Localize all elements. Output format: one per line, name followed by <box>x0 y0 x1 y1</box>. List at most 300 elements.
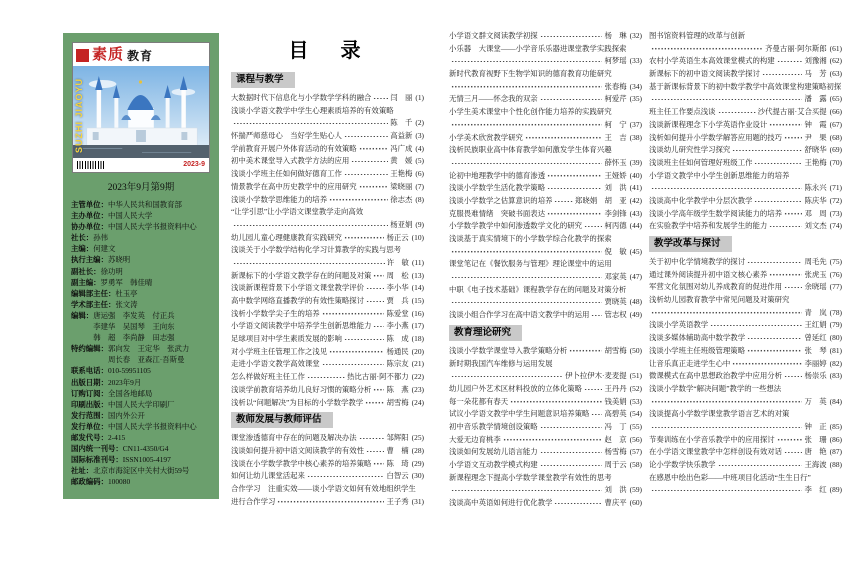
toc-entry-title: 浅谈如何提升初中语文阅读教学的有效性 <box>231 445 365 455</box>
masthead-row <box>71 299 211 310</box>
toc-entry <box>449 271 642 284</box>
toc-entry-author: 李 红 <box>804 485 827 495</box>
toc-entry-author: 柯丙德 <box>604 221 627 231</box>
masthead-label: 副社长： <box>71 266 101 276</box>
dot-leader <box>591 413 602 416</box>
toc-entry <box>649 396 842 409</box>
masthead-row <box>71 476 211 487</box>
dot-leader <box>784 286 802 289</box>
toc-entry-author: 余晓瑶 <box>804 282 827 292</box>
toc-entry <box>231 270 424 283</box>
toc-entry-title: 怀揣严师慈母心 当好学生贴心人 <box>231 131 342 141</box>
dot-leader <box>373 325 384 328</box>
dot-leader <box>344 173 388 176</box>
toc-title: 目 录 <box>288 40 367 62</box>
toc-entry-title: 浅谈幼儿研究性学习探究 <box>649 145 731 155</box>
toc-entry-author: 赵 京 <box>604 434 627 444</box>
toc-entry-title: 浅谈在小学数学教学中核心素养的培养策略 <box>231 458 372 468</box>
dot-leader <box>747 349 802 352</box>
toc-entry-title: 浅谈小组合作学习在高中语文教学中的运用 <box>449 310 590 320</box>
toc-entry-author: 马 芳 <box>804 69 827 79</box>
toc-entry-author: 高碧英 <box>604 409 627 419</box>
masthead-value: 徐功明 <box>100 266 123 276</box>
masthead-value: 100080 <box>107 477 131 487</box>
toc-entry <box>449 195 642 208</box>
masthead-value: 张文涛 <box>115 299 138 309</box>
toc-entry-page: (35) <box>629 94 642 104</box>
dot-leader <box>718 464 803 467</box>
toc-entry-page: (66) <box>829 107 842 117</box>
toc-entry-title: 小学语文群文阅读教学初探 <box>449 31 538 40</box>
toc-entry-author: 张虎玉 <box>804 269 827 279</box>
masthead-value: 中国人民大学 <box>107 211 153 221</box>
masthead-label: 特约编辑： <box>71 344 108 354</box>
dot-leader <box>351 160 388 163</box>
magazine-info-panel <box>63 33 219 499</box>
toc-entry-title: 浅谈基于真实情境下的小学数学综合化教学的探索 <box>449 234 612 243</box>
toc-entry-title: 基于新课标背景下的初中数学教学中高效课堂构建策略初探 <box>649 81 842 91</box>
toc-entry <box>449 246 642 259</box>
toc-entry-page: (75) <box>829 257 842 266</box>
toc-entry-author: 陈爱堂 <box>386 308 409 318</box>
dot-leader <box>451 60 602 63</box>
toc-entry-page: (48) <box>629 297 642 307</box>
toc-entry-title: 浅析幼儿园教育教学中常见问题及对策研究 <box>649 295 790 305</box>
dot-leader <box>451 375 563 378</box>
toc-entry-page: (82) <box>829 358 842 368</box>
masthead-row <box>71 365 211 376</box>
masthead-label: 协办单位： <box>71 222 108 232</box>
dot-leader <box>373 462 384 465</box>
masthead-value: 罗勇军 韩佳晴 <box>100 277 153 287</box>
masthead-row <box>71 388 211 399</box>
toc-entry-page: (16) <box>411 308 424 318</box>
toc-entry-page: (88) <box>829 460 842 469</box>
toc-entry <box>449 208 642 221</box>
toc-entry-title: 小学生美术课堂中个性化创作能力培养的实践研究 <box>449 107 612 117</box>
toc-entry-title: 浅谈小学班主任班级管理策略 <box>649 345 746 355</box>
masthead-row <box>71 377 211 388</box>
toc-entry <box>649 43 842 56</box>
toc-entry-title: 浅谈小学数学之估算意识的培养 <box>449 195 553 205</box>
dot-leader <box>359 185 389 188</box>
toc-entry-author: 周毛先 <box>804 257 827 266</box>
toc-entry-title: 新课标下的初中语文阅读教学探讨 <box>649 69 760 79</box>
toc-entry-page: (6) <box>415 169 424 179</box>
toc-entry-title: 课堂渗透德育中存在的问题及解决办法 <box>231 433 357 443</box>
toc-entry-title: 军营文化氛围对幼儿养成教育的促进作用 <box>649 282 783 292</box>
toc-entry <box>649 370 842 383</box>
dot-leader <box>366 287 384 290</box>
toc-entry-author: 薛怀玉 <box>604 157 627 167</box>
dot-leader <box>540 98 603 101</box>
toc-entry-title: 浅析小学数学尖子生的培养 <box>231 308 320 318</box>
toc-entry-title: 小学语文阅读教学中培养学生创新思维能力 <box>231 321 372 331</box>
toc-entry-page: (58) <box>629 460 642 469</box>
toc-entry-author: 胡雪梅 <box>386 397 409 407</box>
dot-leader <box>651 98 802 101</box>
toc-entry-page: (38) <box>629 132 642 142</box>
dot-leader <box>451 301 602 304</box>
toc-entry <box>231 320 424 333</box>
cover-issue-label: 2023-9 <box>183 161 205 168</box>
toc-entry-page: (53) <box>629 396 642 406</box>
toc-entry <box>449 446 642 459</box>
toc-entry-title: 浅谈小学数学课堂导入教学策略分析 <box>449 345 568 355</box>
toc-entry <box>449 370 642 383</box>
cover-image <box>73 66 209 158</box>
dot-leader <box>540 35 603 38</box>
toc-entry-page: (9) <box>415 219 424 229</box>
toc-entry-author: 陈 成 <box>386 334 409 344</box>
toc-entry-author: 刘文杰 <box>804 221 827 231</box>
toc-entry <box>449 345 642 358</box>
masthead-label: 编辑： <box>71 310 94 320</box>
toc-entry-author: 贾 兵 <box>386 296 409 305</box>
dot-leader <box>732 362 802 365</box>
dot-leader <box>762 73 803 76</box>
toc-entry <box>231 496 424 509</box>
dot-leader <box>651 489 802 492</box>
toc-entry-title: 浅谈提高小学数学课堂教学语言艺术的对策 <box>649 409 790 419</box>
toc-entry-author: 曾延红 <box>804 333 827 343</box>
toc-entry <box>449 396 642 409</box>
toc-entry-author: 王红娟 <box>804 320 827 330</box>
toc-entry-title: 新时代教育视野下生物学知识的德育教育功能研究 <box>449 69 612 79</box>
toc-entry <box>649 144 842 157</box>
toc-entry-title: 浅谈学前教育培养幼儿良好习惯的策略分析 <box>231 384 372 394</box>
masthead-row <box>71 199 211 210</box>
toc-entry-page: (74) <box>829 221 842 231</box>
toc-entry <box>449 81 642 94</box>
toc-entry-page: (67) <box>829 119 842 129</box>
masthead-label: 订购订阅： <box>71 388 108 398</box>
toc-entry-title: 学前教育开展户外体育活动的有效策略 <box>231 143 357 153</box>
toc-entry <box>649 484 842 497</box>
toc-entry-page: (17) <box>411 321 424 331</box>
toc-entry-title: 在感恩中绘出色彩——中班项目化活动“生生日行” <box>649 472 811 482</box>
toc-entry-page: (25) <box>411 433 424 443</box>
toc-entry-author: 王艳梅 <box>804 157 827 167</box>
toc-entry-page: (84) <box>829 396 842 406</box>
spine-text: SUZHI JIAOYU <box>74 77 84 153</box>
toc-entry-page: (55) <box>629 421 642 431</box>
dot-leader <box>451 489 602 492</box>
masthead-row <box>71 421 211 432</box>
toc-entry-page: (30) <box>411 471 424 481</box>
toc-entry-author: 柯爱芹 <box>604 94 627 104</box>
masthead-label: 主编： <box>71 244 94 254</box>
toc-entry <box>449 132 642 145</box>
masthead-row <box>71 465 211 476</box>
toc-entry-author: 邓家英 <box>604 272 627 282</box>
dot-leader <box>554 200 572 203</box>
masthead-value: 孙伟 <box>93 233 108 243</box>
dot-leader <box>747 261 802 264</box>
toc-entry <box>649 220 842 233</box>
dot-leader <box>651 187 802 190</box>
toc-entry-title: 浅析民族职业高中体育教学如何激发学生体育兴趣 <box>449 145 612 155</box>
toc-entry-page: (13) <box>411 270 424 280</box>
toc-entry <box>231 358 424 371</box>
dot-leader <box>710 324 802 327</box>
toc-entry-title: 大爱无边育桃李 <box>449 434 501 444</box>
toc-entry-page: (37) <box>629 119 642 129</box>
toc-entry-title: 克服畏难情绪 突破书面表达 <box>449 208 546 218</box>
toc-entry <box>649 256 842 269</box>
toc-entry-page: (21) <box>411 359 424 369</box>
toc-entry <box>231 117 424 130</box>
masthead-row <box>71 210 211 221</box>
toc-entry <box>449 55 642 68</box>
masthead-row <box>71 354 211 365</box>
toc-entry-author: 陈宗友 <box>386 359 409 369</box>
toc-entry-author: 张 琴 <box>804 345 827 355</box>
masthead-row <box>71 221 211 232</box>
toc-entry-title: 走进小学语文教学高效课堂 <box>231 359 320 369</box>
toc-entry-title: 小学语文互动教学模式构建 <box>449 460 538 469</box>
toc-entry-title: 小学数学教学中如何渗透数学文化的研究 <box>449 221 583 231</box>
toc-entry-author: 梁晓丽 <box>390 181 413 191</box>
toc-entry-page: (61) <box>829 43 842 53</box>
toc-entry <box>649 446 842 459</box>
masthead-label: 邮发代号： <box>71 432 108 442</box>
dot-leader <box>373 274 384 277</box>
toc-entry <box>231 219 424 232</box>
toc-entry-page: (31) <box>411 496 424 506</box>
toc-entry <box>649 93 842 106</box>
masthead-row <box>71 321 211 332</box>
magazine-cover <box>72 42 210 173</box>
dot-leader <box>754 162 802 165</box>
dot-leader <box>651 426 802 429</box>
toc-entry-page: (8) <box>415 194 424 204</box>
issue-date-label: 2023年9月第9期 <box>107 183 175 193</box>
toc-entry-page: (68) <box>829 132 842 142</box>
toc-entry-page: (86) <box>829 434 842 444</box>
toc-entry-author: 尹 果 <box>804 132 827 142</box>
toc-entry-title: 浅谈新课程理念下小学英语作业设计 <box>649 119 768 129</box>
toc-entry-page: (10) <box>411 232 424 242</box>
toc-entry-author: 张 珊 <box>804 434 827 444</box>
toc-entry-title: 情景教学在高中历史教学中的应用研究 <box>231 181 357 191</box>
toc-entry-title: 无情三月——怀念我的双亲 <box>449 94 538 104</box>
toc-entry-page: (65) <box>829 94 842 104</box>
toc-entry-author: 周于云 <box>604 460 627 469</box>
masthead-label: 编辑部主任： <box>71 288 116 298</box>
dot-leader <box>451 276 602 279</box>
toc-entry-title: 浅谈如何发展幼儿语言能力 <box>449 447 538 457</box>
toc-entry <box>649 106 842 119</box>
toc-entry <box>649 182 842 195</box>
toc-entry-page: (41) <box>629 183 642 193</box>
dot-leader <box>329 350 384 353</box>
toc-entry-title: 浅谈新课程背景下小学语文课堂教学评价 <box>231 283 365 293</box>
toc-entry <box>231 155 424 168</box>
toc-entry-title: 初中美术课堂导入式教学方法的应用 <box>231 156 350 166</box>
toc-entry-title: 浅谈小学数学生活化教学策略 <box>449 183 546 193</box>
toc-entry <box>449 497 642 510</box>
toc-entry-author: 柯梦瑶 <box>604 56 627 66</box>
toc-entry <box>231 458 424 471</box>
toc-entry-page: (78) <box>829 307 842 317</box>
toc-entry <box>449 93 642 106</box>
toc-column-1 <box>231 30 424 508</box>
toc-entry-author: 陈庆华 <box>804 195 827 205</box>
dot-leader <box>359 147 389 150</box>
toc-entry-page: (80) <box>829 333 842 343</box>
masthead-label: 社址： <box>71 466 94 476</box>
toc-section-header: 教育理论研究 <box>449 325 522 341</box>
toc-entry-author: 徐志杰 <box>390 194 413 204</box>
toc-entry <box>231 130 424 143</box>
toc-column-3 <box>649 30 842 497</box>
masthead-value: 中国人民大学印刷厂 <box>107 399 175 409</box>
masthead-value: 周长春 亚森江·吾斯曼 <box>108 355 185 365</box>
toc-entry-title: 怎么样做好班主任工作 <box>231 372 305 382</box>
toc-entry-author: 李小燕 <box>386 321 409 331</box>
masthead-label: 国内统一刊号： <box>71 444 123 454</box>
toc-entry-title: 中职《电子技术基础》课程教学存在的问题及对策分析 <box>449 284 627 294</box>
toc-entry <box>649 307 842 320</box>
toc-entry <box>649 269 842 282</box>
toc-column-2 <box>449 30 642 510</box>
masthead-value: ISSN1005-4197 <box>122 455 171 465</box>
toc-entry <box>649 358 842 371</box>
toc-entry <box>649 55 842 68</box>
toc-entry-title: 浅谈小学高年级学生数学阅读能力的培养 <box>649 208 783 218</box>
dot-leader <box>373 388 384 391</box>
toc-entry <box>231 282 424 295</box>
dot-leader <box>540 464 603 467</box>
cover-masthead <box>73 43 209 66</box>
dot-leader <box>547 187 602 190</box>
toc-entry-page: (89) <box>829 485 842 495</box>
toc-entry-title: 微课模式在高中思想政治教学中应用分析 <box>649 371 783 381</box>
toc-entry <box>231 257 424 270</box>
masthead-label: 发行范围： <box>71 410 108 420</box>
toc-entry <box>231 432 424 445</box>
dot-leader <box>777 438 803 441</box>
toc-entry-title: 农村小学英语生本高效课堂模式的构建 <box>649 56 775 66</box>
toc-entry-title: 高中数学网络直播教学的有效性策略探讨 <box>231 296 365 305</box>
masthead-label: 发行单位： <box>71 421 108 431</box>
toc-entry-author: 闫 丽 <box>390 93 413 102</box>
masthead-value: 中国人民大学书报资料中心 <box>107 222 197 232</box>
masthead-value: 2023年9月 <box>107 377 142 387</box>
toc-entry <box>231 333 424 346</box>
dot-leader <box>754 200 802 203</box>
toc-entry-page: (20) <box>411 346 424 356</box>
toc-entry <box>649 68 842 81</box>
dot-leader <box>322 363 385 366</box>
mosque-illustration <box>73 66 209 158</box>
masthead-value: 李建华 吴国琴 王向东 <box>93 322 175 332</box>
dot-leader <box>307 475 385 478</box>
toc-entry <box>449 182 642 195</box>
masthead-row <box>71 243 211 254</box>
toc-entry-page: (29) <box>411 458 424 468</box>
toc-entry <box>649 459 842 472</box>
dot-leader <box>769 225 802 228</box>
dot-leader <box>344 338 385 341</box>
toc-entry-author: 许 敏 <box>386 257 409 267</box>
toc-entry-title: 新课标下的小学语文教学存在的问题及对策 <box>231 270 372 280</box>
toc-entry-author: 陈 燕 <box>386 384 409 394</box>
toc-entry-page: (23) <box>411 384 424 394</box>
toc-entry-author: 杨雪梅 <box>604 447 627 457</box>
dot-leader <box>233 122 388 125</box>
toc-entry-page: (71) <box>829 183 842 193</box>
masthead-row <box>71 254 211 265</box>
toc-entry-title: 课堂笔记在《餐饮服务与管理》理论课堂中的运用 <box>449 259 612 269</box>
toc-entry <box>649 345 842 358</box>
dot-leader <box>584 225 602 228</box>
masthead-label: 副主编： <box>71 277 101 287</box>
dot-leader <box>344 135 388 138</box>
toc-entry-author: 白智云 <box>386 471 409 481</box>
masthead-row <box>71 277 211 288</box>
toc-entry-page: (5) <box>415 156 424 166</box>
toc-entry-title: 浅谈小学班主任如何做好德育工作 <box>231 169 342 179</box>
toc-entry-page: (83) <box>829 371 842 381</box>
dot-leader <box>747 337 802 340</box>
toc-entry-title: 小学美术欣赏教学研究 <box>449 132 523 142</box>
toc-entry-title: 浅谈高中英语如何进行优化教学 <box>449 498 553 508</box>
toc-entry-title: 小乐器 大课堂——小学音乐乐器进课堂教学实践探索 <box>449 43 627 53</box>
dot-leader <box>322 312 385 315</box>
toc-entry-title: 在小学语文课堂教学中怎样创设有效对话 <box>649 447 783 457</box>
dot-leader <box>451 85 602 88</box>
masthead-value: 韩 超 李尚静 田志强 <box>93 333 175 343</box>
toc-entry-author: 舒晓华 <box>804 145 827 155</box>
toc-entry <box>649 119 842 132</box>
toc-entry <box>231 143 424 156</box>
masthead-value: 何建文 <box>93 244 116 254</box>
toc-entry-page: (39) <box>629 157 642 167</box>
dot-leader <box>365 401 384 404</box>
toc-entry-author: 李丽婷 <box>804 358 827 368</box>
toc-entry <box>449 434 642 447</box>
dot-leader <box>651 400 802 403</box>
toc-entry-author: 周 松 <box>386 270 409 280</box>
toc-entry-author: 刘豫湘 <box>804 56 827 66</box>
toc-entry-title: 节奏训练在小学音乐教学中的应用探讨 <box>649 434 775 444</box>
toc-entry-page: (32) <box>629 31 642 40</box>
toc-entry-title: 关于初中化学情境教学的探讨 <box>649 257 746 266</box>
masthead-row <box>71 432 211 443</box>
toc-entry-title: 浅谈班主任如何管理好班级工作 <box>649 157 753 167</box>
toc-entry-page: (22) <box>411 372 424 382</box>
toc-entry <box>231 384 424 397</box>
dot-leader <box>591 314 602 317</box>
toc-entry <box>449 408 642 421</box>
toc-entry-page: (51) <box>629 371 642 381</box>
toc-entry-author: 冯 丁 <box>604 421 627 431</box>
toc-entry-author: 杨亚娟 <box>390 219 413 229</box>
dot-leader <box>784 375 802 378</box>
masthead-value: 中华人民共和国教育部 <box>107 200 182 209</box>
dot-leader <box>366 450 384 453</box>
toc-entry-author: 陈 琦 <box>386 458 409 468</box>
dot-leader <box>584 388 602 391</box>
toc-entry-author: 杨正云 <box>386 232 409 242</box>
masthead-label: 主办单位： <box>71 211 108 221</box>
toc-entry-title: 浅谈高中化学教学中分层次教学 <box>649 195 753 205</box>
toc-entry-title: “让学引思”让小学语文课堂教学走向高效 <box>231 207 364 217</box>
toc-entry-author: 钟 霞 <box>804 119 827 129</box>
toc-entry-author: 李剑锋 <box>604 208 627 218</box>
